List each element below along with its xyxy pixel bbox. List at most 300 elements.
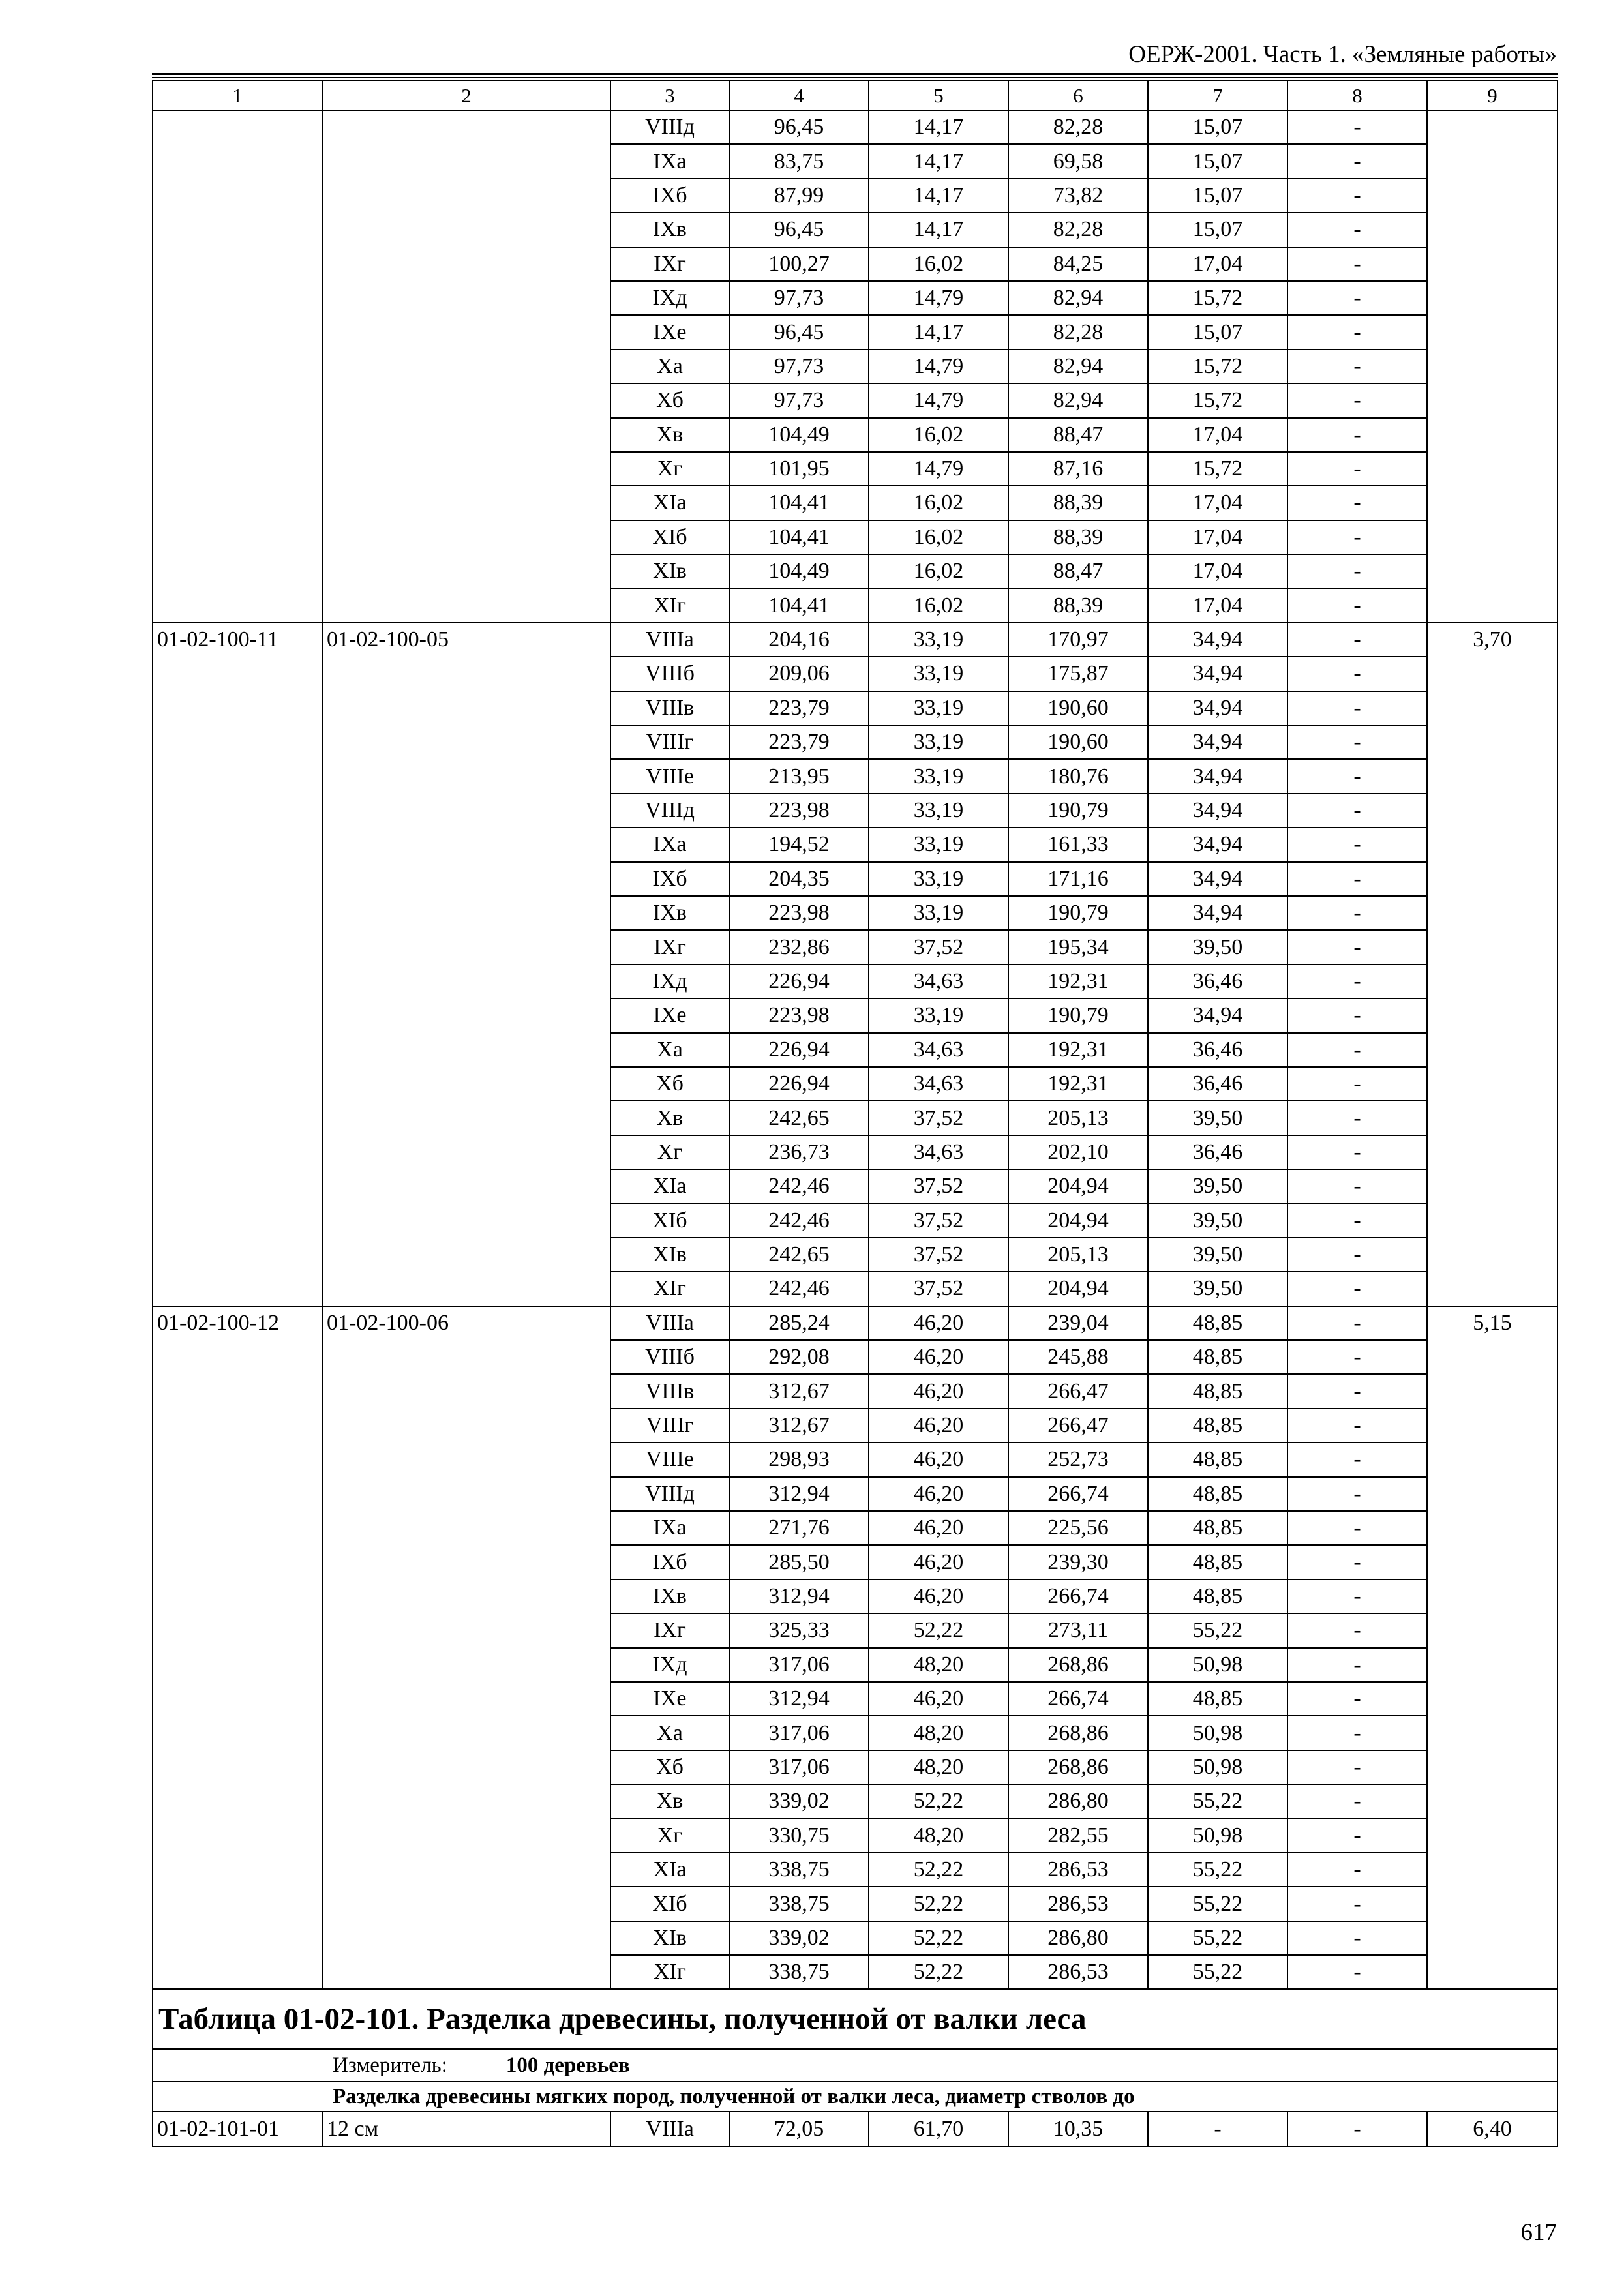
table-cell: 223,98 (729, 794, 869, 828)
table-cell: 339,02 (729, 1921, 869, 1955)
table-cell: - (1287, 657, 1427, 691)
table-cell: - (1287, 2112, 1427, 2146)
unit-cell (153, 2049, 1557, 2082)
column-number: 9 (1427, 80, 1557, 110)
table-cell: 226,94 (729, 1067, 869, 1101)
table-cell: 52,22 (869, 1853, 1008, 1887)
table-cell: 48,20 (869, 1716, 1008, 1750)
table-cell: VIIIд (610, 110, 729, 144)
table-cell: IXa (610, 828, 729, 861)
table-cell: - (1287, 1716, 1427, 1750)
table-cell: 88,47 (1008, 554, 1148, 588)
table-cell: 33,19 (869, 896, 1008, 930)
table-cell: 242,46 (729, 1272, 869, 1306)
table-cell: 223,98 (729, 896, 869, 930)
table-cell: 17,04 (1148, 588, 1287, 622)
table-row (153, 110, 1557, 144)
table-cell: 34,94 (1148, 862, 1287, 896)
table-cell: 48,85 (1148, 1511, 1287, 1545)
table-cell: 15,07 (1148, 213, 1287, 247)
table-cell: 39,50 (1148, 930, 1287, 964)
table-cell: XIв (610, 554, 729, 588)
table-cell: 286,80 (1008, 1921, 1148, 1955)
table-cell: - (1287, 1750, 1427, 1784)
table-cell: 190,60 (1008, 691, 1148, 725)
table-cell: Xг (610, 1135, 729, 1169)
table-cell: 97,73 (729, 383, 869, 417)
table-row (153, 623, 1557, 657)
table-cell: 14,79 (869, 350, 1008, 383)
table-title-row (153, 1989, 1557, 2049)
table-cell: Xг (610, 452, 729, 486)
table-cell: 317,06 (729, 1750, 869, 1784)
table-cell: 192,31 (1008, 1067, 1148, 1101)
table-cell: 34,94 (1148, 691, 1287, 725)
table-cell: 55,22 (1148, 1613, 1287, 1647)
table-cell: 46,20 (869, 1511, 1008, 1545)
table-cell: 286,53 (1008, 1853, 1148, 1887)
column-number: 2 (322, 80, 610, 110)
table-cell: 50,98 (1148, 1716, 1287, 1750)
table-cell: 34,94 (1148, 828, 1287, 861)
table-cell: Xб (610, 1750, 729, 1784)
table-cell: 15,07 (1148, 110, 1287, 144)
table-cell: 48,85 (1148, 1409, 1287, 1443)
table-cell: 15,72 (1148, 383, 1287, 417)
table-cell: 266,74 (1008, 1579, 1148, 1613)
table-cell: 33,19 (869, 794, 1008, 828)
table-cell: 15,07 (1148, 315, 1287, 349)
table-cell: 268,86 (1008, 1648, 1148, 1682)
table-cell: XIa (610, 1169, 729, 1203)
table-cell: - (1287, 1784, 1427, 1818)
table-cell: 37,52 (869, 1169, 1008, 1203)
table-cell: 46,20 (869, 1682, 1008, 1716)
table-cell: 50,98 (1148, 1648, 1287, 1682)
table-cell: 161,33 (1008, 828, 1148, 861)
table-cell: - (1287, 418, 1427, 452)
table-cell: - (1287, 1238, 1427, 1272)
table-cell: 37,52 (869, 1238, 1008, 1272)
table-cell: 285,24 (729, 1306, 869, 1340)
column-number: 4 (729, 80, 869, 110)
table-cell: - (1287, 759, 1427, 793)
table-cell: 69,58 (1008, 144, 1148, 178)
table-cell: 14,79 (869, 383, 1008, 417)
table-cell: - (1287, 1169, 1427, 1203)
table-cell: - (1287, 1682, 1427, 1716)
table-cell: 52,22 (869, 1613, 1008, 1647)
table-cell: 16,02 (869, 486, 1008, 520)
table-cell: 209,06 (729, 657, 869, 691)
table-cell: - (1287, 965, 1427, 998)
table-cell: 292,08 (729, 1340, 869, 1374)
page-header: ОЕРЖ-2001. Часть 1. «Земляные работы» (1128, 41, 1557, 68)
table-cell: 312,94 (729, 1682, 869, 1716)
table-cell: 14,17 (869, 179, 1008, 213)
table-cell: 33,19 (869, 759, 1008, 793)
table-cell: 97,73 (729, 350, 869, 383)
table-cell: VIIIa (610, 1306, 729, 1340)
table-cell: 50,98 (1148, 1750, 1287, 1784)
table-cell: 33,19 (869, 725, 1008, 759)
table-cell: - (1287, 350, 1427, 383)
table-cell: 271,76 (729, 1511, 869, 1545)
table-cell: 55,22 (1148, 1853, 1287, 1887)
table-row (153, 1306, 1557, 1340)
table-cell: IXa (610, 144, 729, 178)
table-cell: 204,94 (1008, 1204, 1148, 1238)
table-cell: - (1287, 520, 1427, 554)
table-cell: 205,13 (1008, 1101, 1148, 1135)
table-cell: 36,46 (1148, 1067, 1287, 1101)
table-cell: 266,47 (1008, 1374, 1148, 1408)
table-cell: - (1287, 1272, 1427, 1306)
table-cell: 55,22 (1148, 1921, 1287, 1955)
table-cell: 36,46 (1148, 1033, 1287, 1067)
table-cell: IXг (610, 247, 729, 281)
table-cell: 33,19 (869, 828, 1008, 861)
table-row (153, 2112, 1557, 2146)
table-cell: VIIIa (610, 2112, 729, 2146)
table-cell: 213,95 (729, 759, 869, 793)
table-cell: 192,31 (1008, 965, 1148, 998)
table-cell: - (1287, 1853, 1427, 1887)
table-cell: XIб (610, 520, 729, 554)
table-cell: 14,17 (869, 213, 1008, 247)
table-cell: IXб (610, 179, 729, 213)
table-cell: 16,02 (869, 588, 1008, 622)
table-cell: - (1287, 623, 1427, 657)
table-cell: Xa (610, 350, 729, 383)
table-cell: 33,19 (869, 691, 1008, 725)
table-cell: 298,93 (729, 1443, 869, 1476)
table-cell: 48,85 (1148, 1340, 1287, 1374)
table-cell: 239,04 (1008, 1306, 1148, 1340)
table-cell: - (1287, 554, 1427, 588)
table-cell: 88,39 (1008, 520, 1148, 554)
table-cell: 236,73 (729, 1135, 869, 1169)
table-cell: 17,04 (1148, 554, 1287, 588)
reference-code: 01-02-100-05 (322, 623, 610, 1306)
table-cell: 317,06 (729, 1716, 869, 1750)
rate-code: 01-02-100-12 (153, 1306, 322, 1990)
table-cell: 34,94 (1148, 759, 1287, 793)
table-cell: 01-02-101-01 (153, 2112, 322, 2146)
table-cell: IXe (610, 315, 729, 349)
table-cell: 34,94 (1148, 896, 1287, 930)
table-cell: XIг (610, 1955, 729, 1989)
table-cell: 338,75 (729, 1853, 869, 1887)
table-cell: 268,86 (1008, 1716, 1148, 1750)
table-cell: VIIIe (610, 759, 729, 793)
table-cell: XIб (610, 1887, 729, 1921)
table-cell: - (1287, 1101, 1427, 1135)
table-cell: 312,67 (729, 1409, 869, 1443)
table-cell: 104,49 (729, 554, 869, 588)
table-cell: - (1287, 1511, 1427, 1545)
table-cell: - (1287, 1443, 1427, 1476)
unit-label: Измеритель: (333, 2053, 447, 2077)
table-cell: 242,46 (729, 1204, 869, 1238)
table-cell: Xa (610, 1716, 729, 1750)
table-cell: - (1287, 179, 1427, 213)
table-cell: Xб (610, 383, 729, 417)
table-cell: 48,85 (1148, 1374, 1287, 1408)
table-cell: 96,45 (729, 213, 869, 247)
column-number: 3 (610, 80, 729, 110)
table-cell: 175,87 (1008, 657, 1148, 691)
table-cell: IXг (610, 930, 729, 964)
code-cell (153, 110, 322, 623)
column-number: 5 (869, 80, 1008, 110)
table-cell: 39,50 (1148, 1204, 1287, 1238)
table-cell: - (1287, 1887, 1427, 1921)
table-cell: 46,20 (869, 1340, 1008, 1374)
table-cell: - (1287, 1306, 1427, 1340)
table-cell: 46,20 (869, 1579, 1008, 1613)
table-cell: - (1287, 247, 1427, 281)
table-cell: 96,45 (729, 315, 869, 349)
table-cell: 226,94 (729, 1033, 869, 1067)
column-number: 1 (153, 80, 322, 110)
table-cell: VIIIe (610, 1443, 729, 1476)
table-cell: XIб (610, 1204, 729, 1238)
table-cell: XIг (610, 588, 729, 622)
table-cell: 82,94 (1008, 383, 1148, 417)
table-cell: 204,94 (1008, 1169, 1148, 1203)
value-cell (1427, 110, 1557, 623)
table-cell: VIIIд (610, 794, 729, 828)
table-cell: 52,22 (869, 1921, 1008, 1955)
table-cell: 312,94 (729, 1477, 869, 1511)
table-cell: VIIIв (610, 1374, 729, 1408)
table-cell: 104,41 (729, 588, 869, 622)
table-cell: 48,85 (1148, 1477, 1287, 1511)
table-cell: Xв (610, 418, 729, 452)
table-cell: 242,46 (729, 1169, 869, 1203)
table-cell: 330,75 (729, 1819, 869, 1853)
value-cell: 5,15 (1427, 1306, 1557, 1990)
table-cell: - (1287, 1955, 1427, 1989)
table-cell: 14,17 (869, 315, 1008, 349)
table-cell: Xa (610, 1033, 729, 1067)
table-cell: 48,85 (1148, 1682, 1287, 1716)
table-cell: 15,72 (1148, 281, 1287, 315)
table-cell: 46,20 (869, 1306, 1008, 1340)
table-cell: 46,20 (869, 1477, 1008, 1511)
table-cell: 34,94 (1148, 794, 1287, 828)
table-cell: VIIIб (610, 1340, 729, 1374)
table-cell: Xв (610, 1101, 729, 1135)
table-cell: - (1287, 144, 1427, 178)
rate-code: 01-02-100-11 (153, 623, 322, 1306)
table-cell: 286,80 (1008, 1784, 1148, 1818)
table-cell: 37,52 (869, 930, 1008, 964)
table-cell: 223,79 (729, 725, 869, 759)
table-cell: 33,19 (869, 623, 1008, 657)
table-cell: 82,94 (1008, 350, 1148, 383)
table-cell: 50,98 (1148, 1819, 1287, 1853)
table-cell: VIIIб (610, 657, 729, 691)
table-cell: 266,74 (1008, 1682, 1148, 1716)
table-cell: 72,05 (729, 2112, 869, 2146)
table-cell: Xг (610, 1819, 729, 1853)
table-cell: - (1287, 862, 1427, 896)
table-cell: - (1287, 486, 1427, 520)
table-cell: - (1287, 588, 1427, 622)
table-cell: - (1287, 1409, 1427, 1443)
table-cell: 34,63 (869, 1033, 1008, 1067)
table-cell: 87,99 (729, 179, 869, 213)
table-cell: - (1287, 213, 1427, 247)
table-cell: 34,63 (869, 1067, 1008, 1101)
table-cell: 82,28 (1008, 110, 1148, 144)
table-cell: 82,94 (1008, 281, 1148, 315)
table-cell: - (1287, 1477, 1427, 1511)
table-cell: 33,19 (869, 657, 1008, 691)
table-cell: 14,17 (869, 144, 1008, 178)
table-cell: 83,75 (729, 144, 869, 178)
table-cell: 17,04 (1148, 520, 1287, 554)
table-cell: Xв (610, 1784, 729, 1818)
value-cell: 3,70 (1427, 623, 1557, 1306)
table-cell: 339,02 (729, 1784, 869, 1818)
column-number: 7 (1148, 80, 1287, 110)
table-title: Таблица 01-02-101. Разделка древесины, полученной от валки леса (153, 1989, 1557, 2049)
table-cell: 204,35 (729, 862, 869, 896)
table-cell: 14,79 (869, 281, 1008, 315)
table-cell: 87,16 (1008, 452, 1148, 486)
table-cell: 6,40 (1427, 2112, 1557, 2146)
table-cell: IXa (610, 1511, 729, 1545)
table-cell: 14,79 (869, 452, 1008, 486)
table-cell: 55,22 (1148, 1887, 1287, 1921)
table-cell: 55,22 (1148, 1784, 1287, 1818)
table-cell: 37,52 (869, 1204, 1008, 1238)
unit-value: 100 деревьев (505, 2053, 630, 2077)
table-cell: 46,20 (869, 1443, 1008, 1476)
table-cell: 245,88 (1008, 1340, 1148, 1374)
table-cell: 286,53 (1008, 1955, 1148, 1989)
table-cell: - (1287, 794, 1427, 828)
table-cell: 48,85 (1148, 1545, 1287, 1579)
table-cell: 36,46 (1148, 1135, 1287, 1169)
table-cell: 39,50 (1148, 1169, 1287, 1203)
table-cell: 312,67 (729, 1374, 869, 1408)
table-cell: - (1287, 930, 1427, 964)
table-cell: - (1287, 383, 1427, 417)
table-cell: 61,70 (869, 2112, 1008, 2146)
table-cell: IXд (610, 965, 729, 998)
table-cell: 16,02 (869, 520, 1008, 554)
column-number: 6 (1008, 80, 1148, 110)
rates-table (152, 80, 1558, 2147)
table-cell: 204,16 (729, 623, 869, 657)
table-cell: 88,47 (1008, 418, 1148, 452)
table-cell: 52,22 (869, 1784, 1008, 1818)
table-cell: 15,07 (1148, 144, 1287, 178)
table-cell: 15,07 (1148, 179, 1287, 213)
table-cell: 34,63 (869, 1135, 1008, 1169)
table-cell: 12 см (322, 2112, 610, 2146)
table-cell: 96,45 (729, 110, 869, 144)
table-cell: 15,72 (1148, 350, 1287, 383)
table-cell: 34,94 (1148, 725, 1287, 759)
table-cell: 266,74 (1008, 1477, 1148, 1511)
table-cell: IXб (610, 862, 729, 896)
table-cell: 33,19 (869, 862, 1008, 896)
table-cell: 104,49 (729, 418, 869, 452)
table-cell: 190,79 (1008, 998, 1148, 1032)
table-cell: - (1287, 1340, 1427, 1374)
table-cell: 17,04 (1148, 247, 1287, 281)
table-cell: 239,30 (1008, 1545, 1148, 1579)
table-cell: 226,94 (729, 965, 869, 998)
table-cell: XIв (610, 1921, 729, 1955)
table-cell: - (1287, 1648, 1427, 1682)
table-cell: 48,85 (1148, 1579, 1287, 1613)
table-cell: IXe (610, 998, 729, 1032)
table-cell: 194,52 (729, 828, 869, 861)
table-cell: - (1287, 725, 1427, 759)
table-cell: 104,41 (729, 520, 869, 554)
table-cell: XIa (610, 1853, 729, 1887)
table-cell: - (1287, 1579, 1427, 1613)
table-cell: 190,79 (1008, 794, 1148, 828)
table-cell: - (1287, 1033, 1427, 1067)
table-cell: 338,75 (729, 1955, 869, 1989)
table-cell: VIIIд (610, 1477, 729, 1511)
section-subtitle: Разделка древесины мягких пород, полученной от валки леса, диаметр стволов до (153, 2082, 1557, 2112)
table-cell: - (1287, 1545, 1427, 1579)
table-cell: 39,50 (1148, 1272, 1287, 1306)
table-cell: 10,35 (1008, 2112, 1148, 2146)
table-cell: 266,47 (1008, 1409, 1148, 1443)
table-cell: 252,73 (1008, 1443, 1148, 1476)
table-cell: 325,33 (729, 1613, 869, 1647)
table-cell: 223,79 (729, 691, 869, 725)
column-number-row (153, 80, 1557, 110)
table-cell: 223,98 (729, 998, 869, 1032)
table-cell: 338,75 (729, 1887, 869, 1921)
reference-code: 01-02-100-06 (322, 1306, 610, 1990)
table-cell: 82,28 (1008, 315, 1148, 349)
table-cell: 204,94 (1008, 1272, 1148, 1306)
table-cell: 39,50 (1148, 1101, 1287, 1135)
table-cell: 286,53 (1008, 1887, 1148, 1921)
header-rule (152, 73, 1558, 78)
table-cell: 282,55 (1008, 1819, 1148, 1853)
table-cell: 14,17 (869, 110, 1008, 144)
table-cell: - (1287, 1921, 1427, 1955)
table-cell: 84,25 (1008, 247, 1148, 281)
table-cell: 52,22 (869, 1955, 1008, 1989)
table-cell: 36,46 (1148, 965, 1287, 998)
table-cell: 46,20 (869, 1545, 1008, 1579)
table-cell: 34,94 (1148, 623, 1287, 657)
table-cell: IXв (610, 213, 729, 247)
table-cell: 285,50 (729, 1545, 869, 1579)
table-cell: IXб (610, 1545, 729, 1579)
table-cell: 190,79 (1008, 896, 1148, 930)
table-cell: 192,31 (1008, 1033, 1148, 1067)
table-cell: 195,34 (1008, 930, 1148, 964)
table-cell: 16,02 (869, 554, 1008, 588)
table-cell: 16,02 (869, 418, 1008, 452)
table-cell: IXв (610, 1579, 729, 1613)
table-cell: - (1287, 1819, 1427, 1853)
